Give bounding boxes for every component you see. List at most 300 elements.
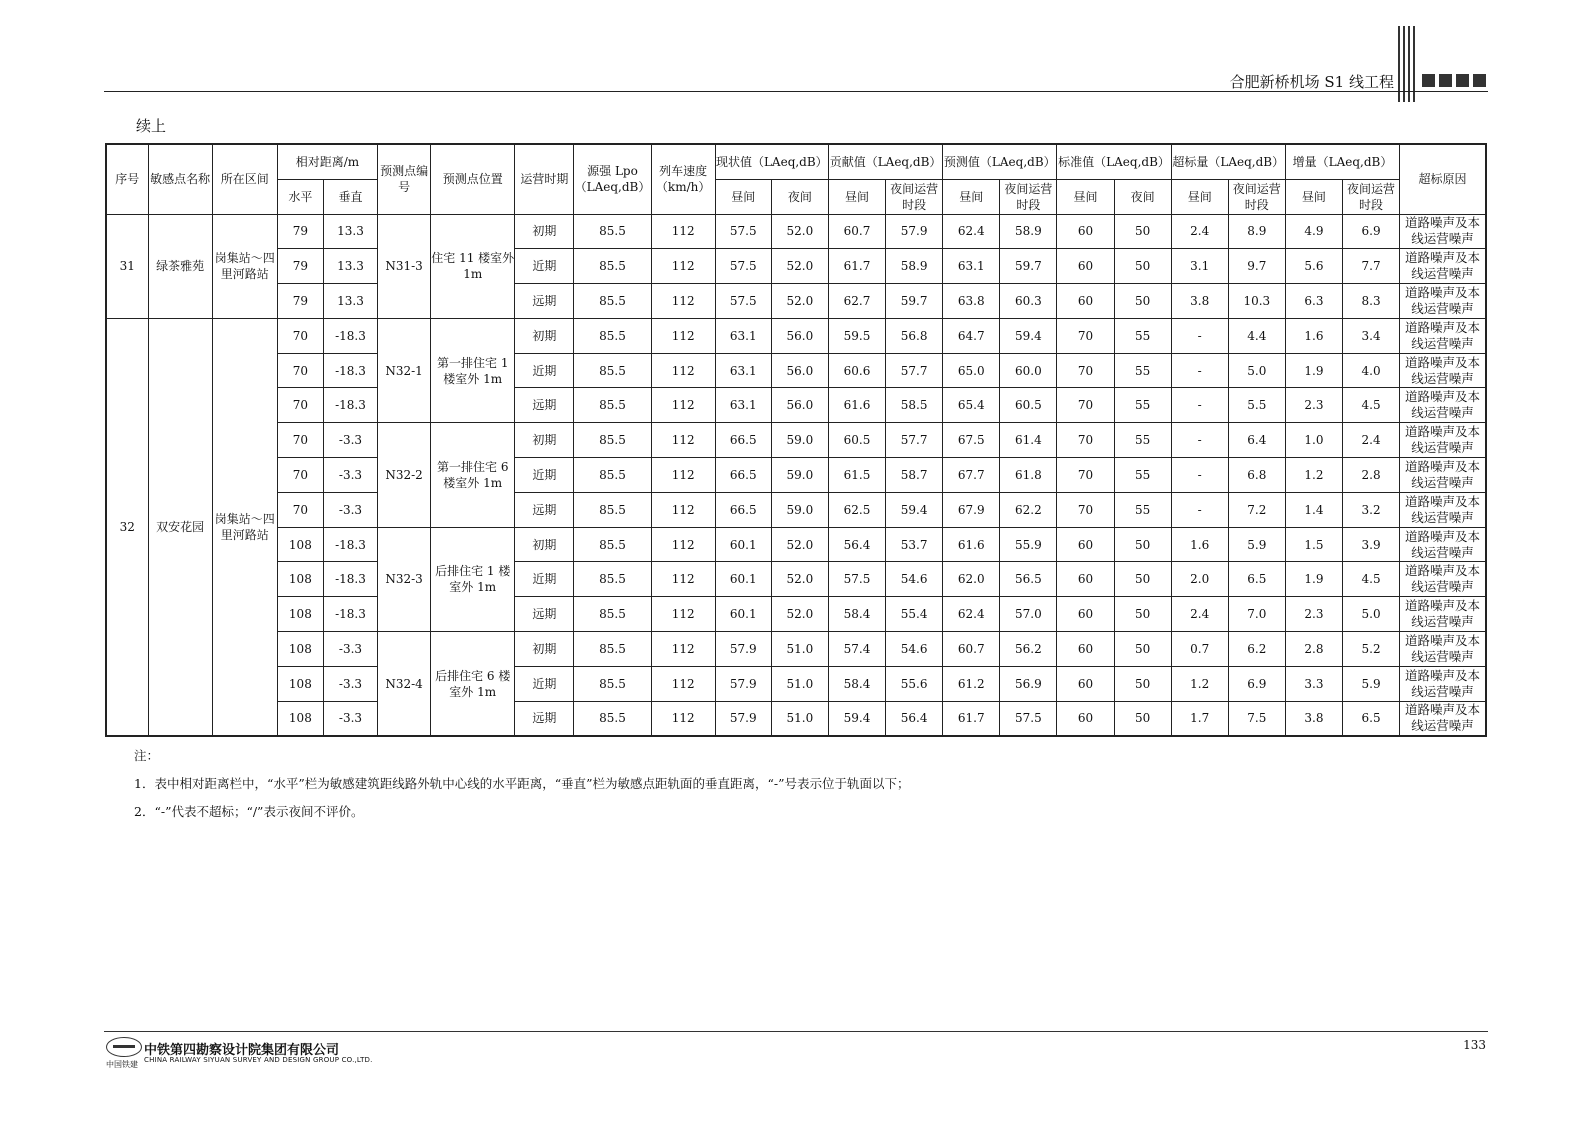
cell-cd: 57.9 [715,632,771,667]
notes-title: 注： [134,748,160,763]
cell-ed: 2.4 [1171,597,1228,632]
cell-sn: 50 [1114,701,1171,736]
table-row [106,318,1486,353]
cell-lpo: 85.5 [574,527,651,562]
cell-id: 1.2 [1285,458,1342,493]
cell-ed: 1.7 [1171,701,1228,736]
cell-vertical: -18.3 [323,562,377,597]
col-current: 现状值（LAeq,dB） [715,144,828,179]
cell-cd: 66.5 [715,492,771,527]
cell-sn: 50 [1114,214,1171,249]
cell-gn: 55.4 [886,597,943,632]
cell-speed: 112 [651,597,715,632]
cell-en: 9.7 [1228,249,1285,284]
company-name: 中铁第四勘察设计院集团有限公司 [144,1043,340,1058]
cell-sn: 50 [1114,632,1171,667]
col-standard: 标准值（LAeq,dB） [1057,144,1171,179]
cell-reason: 道路噪声及本线运营噪声 [1400,597,1486,632]
col-seq: 序号 [106,144,148,214]
cell-cd: 63.1 [715,388,771,423]
cell-en: 5.5 [1228,388,1285,423]
cell-sn: 50 [1114,666,1171,701]
cell-ed: 2.4 [1171,214,1228,249]
cell-horizontal: 70 [277,318,323,353]
cell-period: 远期 [515,388,574,423]
cell-sd: 60 [1057,249,1114,284]
col-current-day: 昼间 [715,179,771,214]
cell-speed: 112 [651,284,715,319]
cell-sn: 55 [1114,318,1171,353]
cell-pn: 62.2 [1000,492,1057,527]
cell-in: 4.5 [1342,562,1399,597]
cell-pd: 65.0 [943,353,1000,388]
cell-sd: 60 [1057,666,1114,701]
cell-lpo: 85.5 [574,492,651,527]
cell-sd: 60 [1057,632,1114,667]
cell-point-name: 绿茶雅苑 [148,214,212,318]
cell-id: 4.9 [1285,214,1342,249]
cell-in: 2.4 [1342,423,1399,458]
cell-speed: 112 [651,492,715,527]
cell-id: 2.3 [1285,388,1342,423]
cell-cn: 52.0 [771,214,828,249]
col-contrib-night: 夜间运营时段 [886,179,943,214]
cell-sn: 55 [1114,388,1171,423]
cell-id: 1.0 [1285,423,1342,458]
col-pred-loc: 预测点位置 [431,144,515,214]
cell-id: 5.6 [1285,249,1342,284]
table-row [106,527,1486,562]
cell-reason: 道路噪声及本线运营噪声 [1400,318,1486,353]
cell-vertical: -18.3 [323,388,377,423]
cell-pn: 57.5 [1000,701,1057,736]
cell-speed: 112 [651,527,715,562]
cell-pn: 60.0 [1000,353,1057,388]
cell-cn: 51.0 [771,701,828,736]
cell-gn: 56.4 [886,701,943,736]
cell-gd: 58.4 [828,666,885,701]
cell-pd: 61.2 [943,666,1000,701]
cell-cd: 57.5 [715,249,771,284]
cell-gn: 55.6 [886,666,943,701]
cell-gn: 57.7 [886,423,943,458]
cell-speed: 112 [651,632,715,667]
cell-pd: 67.9 [943,492,1000,527]
cell-pd: 64.7 [943,318,1000,353]
cell-sn: 50 [1114,284,1171,319]
cell-horizontal: 70 [277,353,323,388]
cell-en: 6.4 [1228,423,1285,458]
cell-lpo: 85.5 [574,388,651,423]
noise-prediction-table [105,143,1487,737]
table-row [106,597,1486,632]
cell-gd: 56.4 [828,527,885,562]
table-row [106,353,1486,388]
col-source: 源强 Lpo（LAeq,dB） [574,144,651,214]
cell-cn: 59.0 [771,423,828,458]
cell-reason: 道路噪声及本线运营噪声 [1400,666,1486,701]
cell-lpo: 85.5 [574,666,651,701]
company-logo [106,1037,142,1070]
col-predicted: 预测值（LAeq,dB） [943,144,1057,179]
cell-pred-no: N32-3 [378,527,431,631]
col-exceed: 超标量（LAeq,dB） [1171,144,1285,179]
cell-vertical: -18.3 [323,353,377,388]
page-number: 133 [1463,1038,1486,1052]
cell-vertical: -18.3 [323,318,377,353]
cell-en: 7.5 [1228,701,1285,736]
cell-cd: 66.5 [715,458,771,493]
cell-period: 近期 [515,666,574,701]
cell-ed: - [1171,492,1228,527]
table-row [106,492,1486,527]
col-point-name: 敏感点名称 [148,144,212,214]
cell-horizontal: 79 [277,214,323,249]
cell-horizontal: 70 [277,423,323,458]
cell-lpo: 85.5 [574,214,651,249]
cell-id: 1.5 [1285,527,1342,562]
cell-gn: 57.7 [886,353,943,388]
cell-gn: 58.9 [886,249,943,284]
cell-en: 5.0 [1228,353,1285,388]
cell-ed: 1.6 [1171,527,1228,562]
note-item: 2．“-”代表不超标；“/”表示夜间不评价。 [134,804,364,819]
cell-sd: 60 [1057,284,1114,319]
cell-pd: 63.8 [943,284,1000,319]
col-exceed-night: 夜间运营时段 [1228,179,1285,214]
cell-speed: 112 [651,388,715,423]
cell-reason: 道路噪声及本线运营噪声 [1400,527,1486,562]
cell-in: 5.0 [1342,597,1399,632]
table-row [106,458,1486,493]
cell-cd: 60.1 [715,527,771,562]
cell-ed: - [1171,318,1228,353]
cell-seq: 31 [106,214,148,318]
cell-in: 3.2 [1342,492,1399,527]
notes [134,742,910,826]
logo-text: 中国铁建 [106,1060,138,1069]
cell-vertical: 13.3 [323,249,377,284]
cell-pd: 61.6 [943,527,1000,562]
cell-pred-no: N32-1 [378,318,431,422]
header-title: 合肥新桥机场 S1 线工程 [1229,73,1394,91]
cell-in: 7.7 [1342,249,1399,284]
table-row [106,666,1486,701]
cell-sd: 70 [1057,492,1114,527]
cell-period: 初期 [515,527,574,562]
cell-speed: 112 [651,318,715,353]
cell-id: 3.3 [1285,666,1342,701]
cell-in: 3.4 [1342,318,1399,353]
cell-gd: 60.6 [828,353,885,388]
cell-gd: 61.5 [828,458,885,493]
cell-pn: 59.7 [1000,249,1057,284]
col-period: 运营时期 [515,144,574,214]
col-current-night: 夜间 [771,179,828,214]
cell-reason: 道路噪声及本线运营噪声 [1400,701,1486,736]
cell-cd: 63.1 [715,353,771,388]
cell-lpo: 85.5 [574,597,651,632]
cell-gn: 58.5 [886,388,943,423]
cell-horizontal: 108 [277,562,323,597]
cell-vertical: -3.3 [323,458,377,493]
cell-vertical: -18.3 [323,597,377,632]
table-row [106,701,1486,736]
cell-vertical: -3.3 [323,701,377,736]
cell-pd: 62.0 [943,562,1000,597]
cell-cn: 51.0 [771,666,828,701]
cell-en: 6.8 [1228,458,1285,493]
table-row [106,632,1486,667]
cell-horizontal: 70 [277,458,323,493]
cell-speed: 112 [651,666,715,701]
table-row [106,562,1486,597]
cell-id: 1.9 [1285,562,1342,597]
col-distance: 相对距离/m [277,144,377,179]
col-reason: 超标原因 [1400,144,1486,214]
cell-period: 远期 [515,701,574,736]
cell-ed: - [1171,388,1228,423]
cell-cn: 56.0 [771,353,828,388]
cell-reason: 道路噪声及本线运营噪声 [1400,492,1486,527]
cell-gn: 59.7 [886,284,943,319]
header-decor-squares [1422,72,1490,91]
cell-period: 近期 [515,562,574,597]
cell-sn: 55 [1114,353,1171,388]
cell-sd: 60 [1057,597,1114,632]
cell-cd: 57.9 [715,666,771,701]
cell-vertical: 13.3 [323,284,377,319]
cell-cn: 56.0 [771,388,828,423]
col-speed: 列车速度（km/h） [651,144,715,214]
cell-vertical: 13.3 [323,214,377,249]
cell-speed: 112 [651,458,715,493]
cell-sd: 70 [1057,423,1114,458]
cell-gn: 54.6 [886,632,943,667]
cell-reason: 道路噪声及本线运营噪声 [1400,632,1486,667]
cell-reason: 道路噪声及本线运营噪声 [1400,284,1486,319]
table-row [106,284,1486,319]
cell-reason: 道路噪声及本线运营噪声 [1400,249,1486,284]
cell-lpo: 85.5 [574,318,651,353]
cell-sn: 50 [1114,562,1171,597]
col-pred-no: 预测点编号 [378,144,431,214]
cell-pn: 58.9 [1000,214,1057,249]
cell-cd: 66.5 [715,423,771,458]
note-item: 1．表中相对距离栏中，“水平”栏为敏感建筑距线路外轨中心线的水平距离，“垂直”栏为敏感点距轨面的垂直距离，“-”号表示位于轨面以下； [134,776,910,791]
cell-horizontal: 79 [277,284,323,319]
col-pred-day: 昼间 [943,179,1000,214]
cell-pn: 60.5 [1000,388,1057,423]
cell-period: 近期 [515,249,574,284]
cell-pd: 60.7 [943,632,1000,667]
cell-ed: - [1171,458,1228,493]
cell-speed: 112 [651,249,715,284]
cell-period: 初期 [515,632,574,667]
col-exceed-day: 昼间 [1171,179,1228,214]
cell-pd: 63.1 [943,249,1000,284]
cell-cd: 63.1 [715,318,771,353]
cell-sn: 50 [1114,249,1171,284]
cell-lpo: 85.5 [574,701,651,736]
cell-cd: 60.1 [715,597,771,632]
cell-en: 6.2 [1228,632,1285,667]
cell-id: 2.3 [1285,597,1342,632]
table-row [106,249,1486,284]
cell-period: 初期 [515,214,574,249]
footer-rule [104,1031,1488,1032]
cell-pn: 56.2 [1000,632,1057,667]
cell-cn: 59.0 [771,492,828,527]
cell-id: 1.6 [1285,318,1342,353]
cell-gn: 58.7 [886,458,943,493]
cell-cn: 52.0 [771,597,828,632]
cell-id: 6.3 [1285,284,1342,319]
cell-lpo: 85.5 [574,562,651,597]
cell-pn: 61.8 [1000,458,1057,493]
table-row [106,423,1486,458]
cell-speed: 112 [651,701,715,736]
cell-cn: 59.0 [771,458,828,493]
cell-pd: 62.4 [943,597,1000,632]
cell-en: 7.0 [1228,597,1285,632]
cell-period: 初期 [515,423,574,458]
cell-horizontal: 108 [277,701,323,736]
cell-in: 4.0 [1342,353,1399,388]
cell-cn: 52.0 [771,249,828,284]
cell-sd: 70 [1057,353,1114,388]
cell-pn: 61.4 [1000,423,1057,458]
cell-horizontal: 108 [277,597,323,632]
cell-reason: 道路噪声及本线运营噪声 [1400,423,1486,458]
cell-horizontal: 79 [277,249,323,284]
cell-gn: 59.4 [886,492,943,527]
cell-in: 8.3 [1342,284,1399,319]
cell-ed: 3.1 [1171,249,1228,284]
col-vertical: 垂直 [323,179,377,214]
cell-lpo: 85.5 [574,249,651,284]
cell-cn: 52.0 [771,527,828,562]
cell-point-name: 双安花园 [148,318,212,736]
cell-ed: - [1171,423,1228,458]
cell-ed: 1.2 [1171,666,1228,701]
cell-sn: 50 [1114,597,1171,632]
cell-horizontal: 108 [277,632,323,667]
col-contrib-day: 昼间 [828,179,885,214]
cell-cd: 57.5 [715,214,771,249]
cell-in: 5.9 [1342,666,1399,701]
cell-in: 6.5 [1342,701,1399,736]
cell-cn: 51.0 [771,632,828,667]
cell-pred-no: N32-2 [378,423,431,527]
cell-gd: 60.5 [828,423,885,458]
cell-id: 1.4 [1285,492,1342,527]
cell-section: 岗集站～四里河路站 [212,214,277,318]
cell-sd: 70 [1057,318,1114,353]
cell-pn: 56.9 [1000,666,1057,701]
cell-pn: 55.9 [1000,527,1057,562]
cell-sn: 50 [1114,527,1171,562]
cell-in: 2.8 [1342,458,1399,493]
cell-sd: 70 [1057,388,1114,423]
cell-horizontal: 70 [277,388,323,423]
cell-ed: 0.7 [1171,632,1228,667]
cell-vertical: -3.3 [323,632,377,667]
cell-horizontal: 108 [277,666,323,701]
col-section: 所在区间 [212,144,277,214]
cell-gd: 59.5 [828,318,885,353]
cell-section: 岗集站～四里河路站 [212,318,277,736]
cell-period: 近期 [515,353,574,388]
cell-gn: 57.9 [886,214,943,249]
cell-ed: - [1171,353,1228,388]
cell-pn: 60.3 [1000,284,1057,319]
cell-sn: 55 [1114,423,1171,458]
cell-en: 5.9 [1228,527,1285,562]
cell-pd: 67.5 [943,423,1000,458]
cell-sd: 70 [1057,458,1114,493]
cell-speed: 112 [651,562,715,597]
cell-gn: 53.7 [886,527,943,562]
cell-vertical: -3.3 [323,423,377,458]
cell-gd: 57.5 [828,562,885,597]
cell-cn: 52.0 [771,562,828,597]
cell-ed: 3.8 [1171,284,1228,319]
cell-pn: 59.4 [1000,318,1057,353]
cell-period: 远期 [515,492,574,527]
cell-speed: 112 [651,353,715,388]
col-inc-night: 夜间运营时段 [1342,179,1399,214]
cell-seq: 32 [106,318,148,736]
cell-gd: 61.6 [828,388,885,423]
cell-gd: 61.7 [828,249,885,284]
header-rule [104,91,1488,92]
cell-period: 远期 [515,597,574,632]
cell-sd: 60 [1057,214,1114,249]
col-horizontal: 水平 [277,179,323,214]
cell-reason: 道路噪声及本线运营噪声 [1400,214,1486,249]
cell-reason: 道路噪声及本线运营噪声 [1400,458,1486,493]
cell-sd: 60 [1057,527,1114,562]
cell-pred-no: N32-4 [378,632,431,736]
cell-in: 5.2 [1342,632,1399,667]
cell-gd: 62.7 [828,284,885,319]
col-pred-night: 夜间运营时段 [1000,179,1057,214]
cell-cd: 60.1 [715,562,771,597]
cell-vertical: -3.3 [323,492,377,527]
cell-pd: 61.7 [943,701,1000,736]
cell-pd: 65.4 [943,388,1000,423]
cell-gn: 54.6 [886,562,943,597]
cell-horizontal: 108 [277,527,323,562]
cell-in: 4.5 [1342,388,1399,423]
cell-en: 6.9 [1228,666,1285,701]
cell-cn: 52.0 [771,284,828,319]
cell-gd: 60.7 [828,214,885,249]
cell-ed: 2.0 [1171,562,1228,597]
cell-sd: 60 [1057,562,1114,597]
cell-pred-loc: 后排住宅 1 楼室外 1m [431,527,515,631]
cell-cn: 56.0 [771,318,828,353]
cell-pn: 57.0 [1000,597,1057,632]
cell-en: 7.2 [1228,492,1285,527]
col-increase: 增量（LAeq,dB） [1285,144,1399,179]
cell-id: 3.8 [1285,701,1342,736]
table-row [106,388,1486,423]
col-contrib: 贡献值（LAeq,dB） [828,144,942,179]
col-std-night: 夜间 [1114,179,1171,214]
cell-pn: 56.5 [1000,562,1057,597]
